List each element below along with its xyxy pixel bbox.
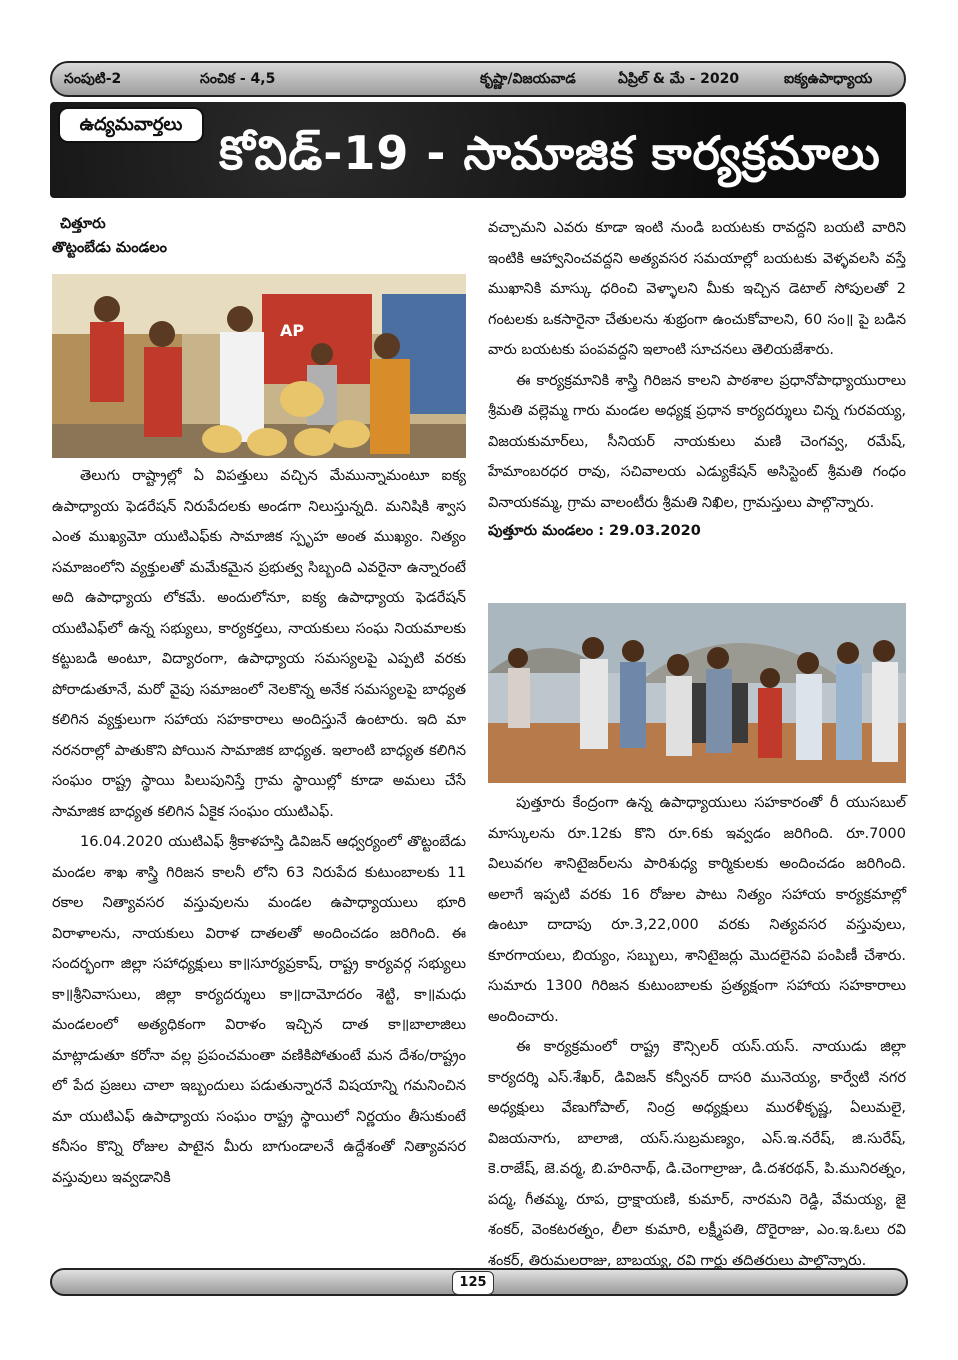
location-label: కృష్ణా/విజయవాడ: [480, 71, 576, 87]
paragraph-puttur: పుత్తూరు కేంద్రంగా ఉన్న ఉపాధ్యాయులు సహకారంతో రీ యుసబుల్ మాస్కులను రూ.12కు కొని రూ.6కు ఇవ్వడం జరిగింది. రూ.7000 విలువగల శానిటైజర్‌లను పారిశుధ్య కార్మికులకు అందించడం జరిగింది. అలాగే ఇప్పటి వరకు 16 రోజుల పాటు నిత్యం సహాయ కార్యక్రమాల్లో ఉంటూ దాదాపు రూ.3,22,000 వరకు నిత్యవసర వస్తువులు, కూరగాయలు, బియ్యం, సబ్బులు, శానిటైజర్లు మొదలైనవి పంపిణీ చేశారు. సుమారు 1300 గిరిజన కుటుంబాలకు ప్రత్యక్షంగా సహాయ సహకారాలు అందించారు.: [488, 795, 906, 1025]
banner-ap-text: AP: [280, 321, 305, 340]
header-bar: [50, 61, 906, 97]
mandal-heading: తొట్టంబేడు మండలం: [52, 240, 167, 256]
district-heading: చిత్తూరు: [60, 216, 106, 232]
issue-label: సంచిక - 4,5: [200, 71, 276, 87]
right-column-top: [488, 213, 906, 544]
left-column-body: [52, 461, 466, 1193]
paragraph-participants-2: ఈ కార్యక్రమంలో రాష్ట్ర కౌన్సిలర్ యస్.యస్. నాయుడు జిల్లా కార్యదర్శి ఎస్.శేఖర్, డివిజన్ కన్వీనర్ దాసరి మునెయ్య, కార్వేటి నగర అధ్యక్షులు వేణుగోపాల్, నింద్ర అధ్యక్షులు మురళీకృష్ణ, ఏలుమలై, విజయనాగు, బాలాజి, యస్.సుబ్రమణ్యం, ఎస్.ఇ.నరేష్, జి.సురేష్, కె.రాజేష్, జె.వర్మ, బి.హరినాథ్, డి.చెంగాల్రాజు, డి.దశరథన్, పి.మునిరత్నం, పద్మ, గీతమ్మ, రూప, ద్రాక్షాయణి, కుమార్, నారమని రెడ్డి, వేమయ్య, జై శంకర్, వెంకటరత్నం, లీలా కుమారి, లక్ష్మీపతి, దొరైరాజు, ఎం.ఇ.ఓలు రవి శంకర్, తిరుమలరాజు, బాబయ్య, రవి గార్లు తదితరులు పాల్గొన్నారు.: [488, 1039, 906, 1269]
page-number: 125: [452, 1271, 494, 1295]
photo-distribution-1: [52, 274, 466, 458]
page-title: కోవిడ్-19 - సామాజిక కార్యక్రమాలు: [219, 126, 881, 180]
section-tag: ఉద్యమవార్తలు: [58, 107, 204, 143]
left-column-heading: [52, 213, 466, 261]
paragraph-participants-1: ఈ కార్యక్రమానికి శాస్త్రి గిరిజన కాలని పాఠశాల ప్రధానోపాధ్యాయురాలు శ్రీమతి వల్లెమ్మ గారు మండల అధ్యక్ష ప్రధాన కార్యదర్శులు చిన్న గురవయ్య, విజయకుమార్‌లు, సీనియర్ నాయకులు మణి చెంగవ్వ, రమేష్, హేమాంబరధర రావు, సచివాలయ ఎడ్యుకేషన్ అసిస్టెంట్ శ్రీమతి గంధం వినాయకమ్మ, గ్రామ వాలంటీరు శ్రీమతి నిఖిల, గ్రామస్తులు పాల్గొన్నారు.: [488, 372, 906, 511]
paragraph-advice: వచ్చామని ఎవరు కూడా ఇంటి నుండి బయటకు రావద్దని బయటి వారిని ఇంటికి ఆహ్వానించవద్దని అత్యవసర సమయాల్లో బయటకు వెళ్ళవలసి వస్తే ముఖానికి మాస్కు ధరించి వెళ్ళాలని మీకు ఇచ్చిన డెటాల్ సోపులతో 2 గంటలకు ఒకసారైనా చేతులను శుభ్రంగా ఉంచుకోవాలని, 60 సం॥ పై బడిన వారు బయటకు పంపవద్దని ఇలాంటి సూచనలు తెలియజేశారు.: [488, 220, 906, 358]
photo-distribution-2: [488, 603, 906, 783]
volume-label: సంపుటి-2: [64, 71, 122, 87]
publication-label: ఐక్యఉపాధ్యాయ: [784, 71, 873, 87]
right-column-bottom: [488, 788, 906, 1276]
paragraph-intro: తెలుగు రాష్ట్రాల్లో ఏ విపత్తులు వచ్చిన మేమున్నామంటూ ఐక్య ఉపాధ్యాయ ఫెడరేషన్ నిరుపేదలకు అండగా నిలుస్తున్నది. మనిషికి శ్వాస ఎంత ముఖ్యమో యుటిఎఫ్‌కు సామాజిక స్పృహ అంత ముఖ్యం. నిత్యం సమాజంలోని వ్యక్తులతో మమేకమైన ప్రభుత్వ సిబ్బంది ఎవరైనా ఉన్నారంటే అది ఉపాధ్యాయ లోకమే. అందులోనూ, ఐక్య ఉపాధ్యాయ ఫెడరేషన్ యుటిఎఫ్‌లో ఉన్న సభ్యులు, కార్యకర్తలు, నాయకులు సంఘ నియమాలకు కట్టుబడి అంటూ, విద్యారంగా, ఉపాధ్యాయ సమస్యలపై ఎప్పటి వరకు పోరాడుతూనే, మరో వైపు సమాజంలో నెలకొన్న అనేక సమస్యలపై బాధ్యత కలిగిన వ్యక్తులుగా సహాయ సహకారాలు అందిస్తునే ఉంటారు. ఇది మా నరనరాల్లో పాతుకొని పోయిన సామాజిక బాధ్యత. ఇలాంటి బాధ్యత కలిగిన సంఘం రాష్ట్ర స్థాయి పిలుపునిస్తే గ్రామ స్థాయిల్లో కూడా అమలు చేసే సామాజిక బాధ్యత కలిగిన ఏకైక సంఘం యుటిఎఫ్.: [52, 468, 466, 820]
puttur-subheading: పుత్తూరు మండలం : 29.03.2020: [488, 523, 701, 539]
paragraph-event: 16.04.2020 యుటిఎఫ్ శ్రీకాళహస్తి డివిజన్ ఆధ్వర్యంలో తొట్టంబేడు మండల శాఖ శాస్త్రి గిరిజన కాలనీ లోని 63 నిరుపేద కుటుంబాలకు 11 రకాల నిత్యావసర వస్తువులను మండల ఉపాధ్యాయులు భూరి విరాళాలను, నాయకులు విరాళ దాతలతో అందించడం జరిగింది. ఈ సందర్భంగా జిల్లా సహాధ్యక్షులు కా॥సూర్యప్రకాష్, రాష్ట్ర కార్యవర్గ సభ్యులు కా॥శ్రీనివాసులు, జిల్లా కార్యదర్శులు కా॥దామోదరం శెట్టి, కా॥మధు మండలంలో అత్యధికంగా విరాళం ఇచ్చిన దాత కా॥బాలాజిలు మాట్లాడుతూ కరోనా వల్ల ప్రపంచమంతా వణికిపోతుంటే మన దేశం/రాష్ట్రం లో పేద ప్రజలు చాలా ఇబ్బందులు పడుతున్నారనే విషయాన్ని గమనించిన మా యుటిఎఫ్ ఉపాధ్యాయ సంఘం రాష్ట్ర స్థాయిలో నిర్ణయం తీసుకుంటే కనీసం కొన్ని రోజుల పాటైన మీరు బాగుండాలనే ఉద్దేశంతో నిత్యావసర వస్తువులు ఇవ్వడానికి: [52, 834, 466, 1186]
date-label: ఏప్రిల్ & మే - 2020: [618, 71, 740, 87]
